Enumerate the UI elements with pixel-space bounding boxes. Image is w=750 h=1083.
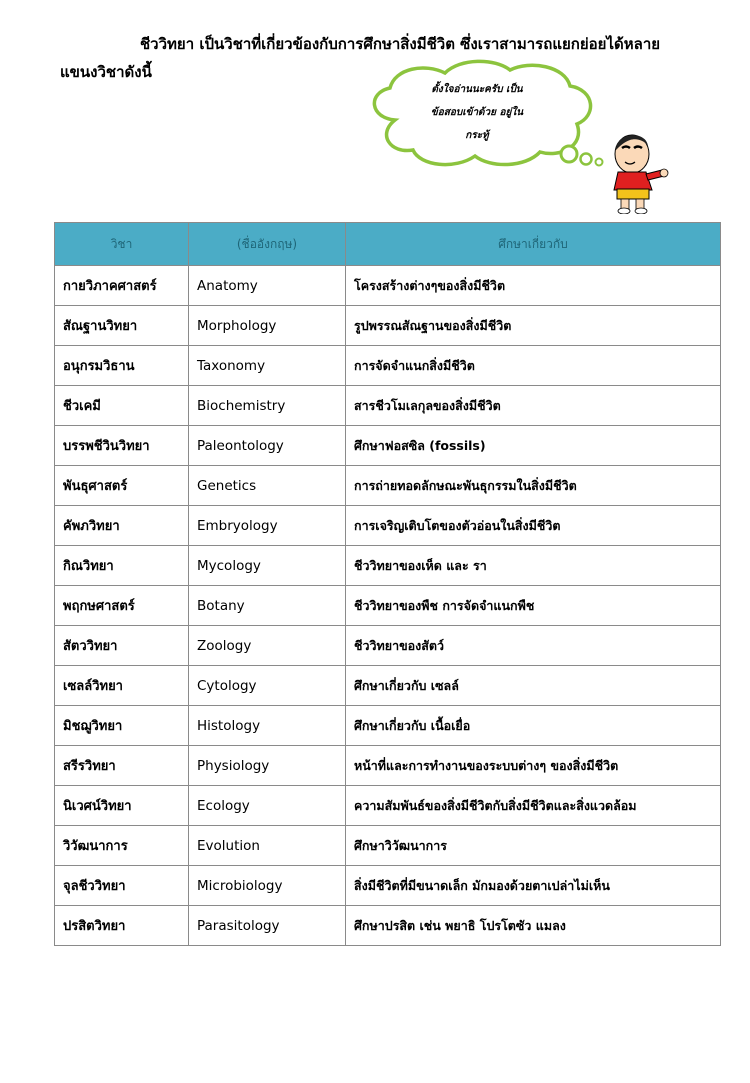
- table-row: [55, 706, 721, 746]
- speech-line-2: ข้อสอบเข้าด้วย อยู่ใน: [430, 107, 524, 118]
- description-cell: ศึกษาเกี่ยวกับ เนื้อเยื่อ: [346, 706, 721, 746]
- table-header-row: [55, 223, 721, 266]
- description-cell: ศึกษาเกี่ยวกับ เซลล์: [346, 666, 721, 706]
- header-english-name: (ชื่ออังกฤษ): [189, 223, 346, 266]
- table-row: [55, 586, 721, 626]
- speech-bubble-text: [392, 78, 562, 147]
- table-row: [55, 786, 721, 826]
- table-row: [55, 426, 721, 466]
- header-study-of: ศึกษาเกี่ยวกับ: [346, 223, 721, 266]
- table-row: [55, 826, 721, 866]
- thai-name-cell: พฤกษศาสตร์: [55, 586, 189, 626]
- english-name-cell: Embryology: [189, 506, 346, 546]
- intro-line-2: แขนงวิชาดังนี้: [60, 63, 152, 81]
- intro-line-1: [60, 30, 700, 58]
- english-name-cell: Mycology: [189, 546, 346, 586]
- description-cell: โครงสร้างต่างๆของสิ่งมีชีวิต: [346, 266, 721, 306]
- english-name-cell: Zoology: [189, 626, 346, 666]
- speech-line-1: ตั้งใจอ่านนะครับ เป็น: [431, 84, 523, 95]
- thai-name-cell: เซลล์วิทยา: [55, 666, 189, 706]
- description-cell: ความสัมพันธ์ของสิ่งมีชีวิตกับสิ่งมีชีวิตและสิ่งแวดล้อม: [346, 786, 721, 826]
- thai-name-cell: ปรสิตวิทยา: [55, 906, 189, 946]
- description-cell: ศึกษาวิวัฒนาการ: [346, 826, 721, 866]
- english-name-cell: Evolution: [189, 826, 346, 866]
- thai-name-cell: บรรพชีวินวิทยา: [55, 426, 189, 466]
- description-cell: ศึกษาฟอสซิล (fossils): [346, 426, 721, 466]
- thai-name-cell: สรีรวิทยา: [55, 746, 189, 786]
- english-name-cell: Genetics: [189, 466, 346, 506]
- cartoon-boy-icon: [608, 128, 670, 214]
- table-row: [55, 346, 721, 386]
- english-name-cell: Microbiology: [189, 866, 346, 906]
- thai-name-cell: กายวิภาคศาสตร์: [55, 266, 189, 306]
- thai-name-cell: พันธุศาสตร์: [55, 466, 189, 506]
- description-cell: หน้าที่และการทำงานของระบบต่างๆ ของสิ่งมีชีวิต: [346, 746, 721, 786]
- thai-name-cell: มิชฌูวิทยา: [55, 706, 189, 746]
- table-row: [55, 666, 721, 706]
- english-name-cell: Botany: [189, 586, 346, 626]
- description-cell: ชีววิทยาของพืช การจัดจำแนกพืช: [346, 586, 721, 626]
- biology-branches-table: [54, 222, 721, 946]
- thai-name-cell: คัพภวิทยา: [55, 506, 189, 546]
- intro-line-1-text: ชีววิทยา เป็นวิชาที่เกี่ยวข้องกับการศึกษาสิ่งมีชีวิต ซึ่งเราสามารถแยกย่อยได้หลาย: [140, 35, 661, 53]
- description-cell: การจัดจำแนกสิ่งมีชีวิต: [346, 346, 721, 386]
- table-row: [55, 306, 721, 346]
- table-row: [55, 746, 721, 786]
- english-name-cell: Biochemistry: [189, 386, 346, 426]
- table-row: [55, 906, 721, 946]
- description-cell: สิ่งมีชีวิตที่มีขนาดเล็ก มักมองด้วยตาเปล่าไม่เห็น: [346, 866, 721, 906]
- thai-name-cell: สัตววิทยา: [55, 626, 189, 666]
- table-row: [55, 466, 721, 506]
- speech-line-3: กระทู้: [465, 130, 489, 141]
- description-cell: การถ่ายทอดลักษณะพันธุกรรมในสิ่งมีชีวิต: [346, 466, 721, 506]
- thai-name-cell: วิวัฒนาการ: [55, 826, 189, 866]
- thai-name-cell: กิณวิทยา: [55, 546, 189, 586]
- table-row: [55, 266, 721, 306]
- table-row: [55, 506, 721, 546]
- english-name-cell: Ecology: [189, 786, 346, 826]
- thai-name-cell: ชีวเคมี: [55, 386, 189, 426]
- description-cell: การเจริญเติบโตของตัวอ่อนในสิ่งมีชีวิต: [346, 506, 721, 546]
- english-name-cell: Morphology: [189, 306, 346, 346]
- english-name-cell: Paleontology: [189, 426, 346, 466]
- table-row: [55, 386, 721, 426]
- header-subject: วิชา: [55, 223, 189, 266]
- thai-name-cell: สัณฐานวิทยา: [55, 306, 189, 346]
- table-row: [55, 626, 721, 666]
- description-cell: ศึกษาปรสิต เช่น พยาธิ โปรโตซัว แมลง: [346, 906, 721, 946]
- description-cell: ชีววิทยาของเห็ด และ รา: [346, 546, 721, 586]
- thai-name-cell: จุลชีววิทยา: [55, 866, 189, 906]
- description-cell: รูปพรรณสัณฐานของสิ่งมีชีวิต: [346, 306, 721, 346]
- english-name-cell: Parasitology: [189, 906, 346, 946]
- english-name-cell: Physiology: [189, 746, 346, 786]
- table-row: [55, 546, 721, 586]
- english-name-cell: Taxonomy: [189, 346, 346, 386]
- english-name-cell: Histology: [189, 706, 346, 746]
- thai-name-cell: นิเวศน์วิทยา: [55, 786, 189, 826]
- description-cell: สารชีวโมเลกุลของสิ่งมีชีวิต: [346, 386, 721, 426]
- table-row: [55, 866, 721, 906]
- description-cell: ชีววิทยาของสัตว์: [346, 626, 721, 666]
- english-name-cell: Anatomy: [189, 266, 346, 306]
- english-name-cell: Cytology: [189, 666, 346, 706]
- thai-name-cell: อนุกรมวิธาน: [55, 346, 189, 386]
